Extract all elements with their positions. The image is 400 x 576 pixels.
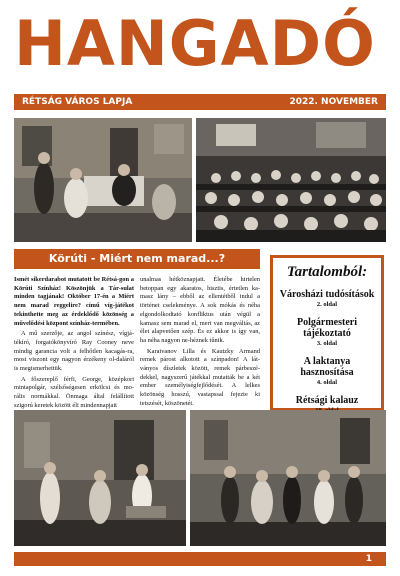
contents-heading: Tartalomból: [286, 264, 368, 280]
masthead-subtitle: RÉTSÁG VÁROS LAPJA [22, 97, 133, 107]
page-number: 1 [365, 554, 372, 564]
contents-item-title: A laktanya hasznosítása [300, 356, 354, 378]
contents-item-page: 2. oldal [316, 301, 338, 308]
photo-curtain-call [190, 410, 386, 546]
photo-stage-scene-1 [14, 118, 192, 242]
contents-item[interactable] [273, 289, 381, 309]
masthead-stripe [14, 94, 386, 110]
article-lead: Ismét sikerdarabot mutatott be Rétsá-gon a Körúti Színház! Köszönjük a Tár-sulat minden tagjának! Október 17-én a Miért nem marad reggelire? című víg-játékot tekinthette meg az érdeklődő közönség a művelődési központ színház-termében. [14, 276, 134, 327]
contents-item-page: 4. oldal [316, 379, 338, 386]
masthead-title: HANGADÓ [14, 7, 376, 80]
footer-bar [14, 552, 386, 566]
contents-box [270, 255, 384, 411]
article-paragraph: A főszereplő férfi, George, középkori mintapolgár, szélsőségesen erkölcsi és mo-rális normákkal. Önmaga által felállított szigorú keretek között éli mindennapjait [14, 375, 134, 409]
contents-item-page: 3. oldal [316, 340, 338, 347]
photo-stage-scene-2 [14, 410, 186, 546]
article-column-2 [140, 276, 260, 407]
contents-item-title: Polgármesteri tájékoztató [297, 317, 357, 339]
article-paragraph: unalmas hétköznapjait. Életébe hirtelen betoppan egy akaratos, hisztis, értetlen ka-masz lány – ebből az ellentétből indul a történet cselekménye. A sok mókás és néha elgondolkodtató konfliktus után végül a kamasz sem marad el, mert van megváltás, az élet alapvetően szép. És ez akkor is így van, ha néha nagyon ne-héznek tűnik. [140, 276, 260, 344]
contents-item[interactable] [273, 356, 381, 387]
article-headline: Körúti - Miért nem marad...? [14, 249, 260, 269]
contents-item-title: Rétsági kalauz [295, 395, 359, 406]
issue-date: 2022. NOVEMBER [289, 97, 378, 107]
contents-item-title: Városházi tudósítások [279, 289, 375, 300]
contents-item[interactable] [273, 317, 381, 348]
article-paragraph: A mű szerzője, az angol színész, vígjá-tékíró, forgatókönyvíró Ray Cooney neve mindig garancia volt a felhőtlen kacagás-ra, most viszont egy nagyon érzékeny ol-daláról is megismerhettük. [14, 330, 134, 373]
article-column-1 [14, 276, 134, 409]
photo-audience [196, 118, 386, 242]
article-paragraph: Karaivanov Lilla és Kautzky Armand remek párost alkotott a színpadon! A lát-ványos díszletek között, remek párbeszé-dekkel, nagyszerű játékkal mutatták be a két ember személyiségfejlődését. A lelkes közönség hosszú, vastapssal fejezte ki tetszését, köszönetét. [140, 347, 260, 407]
